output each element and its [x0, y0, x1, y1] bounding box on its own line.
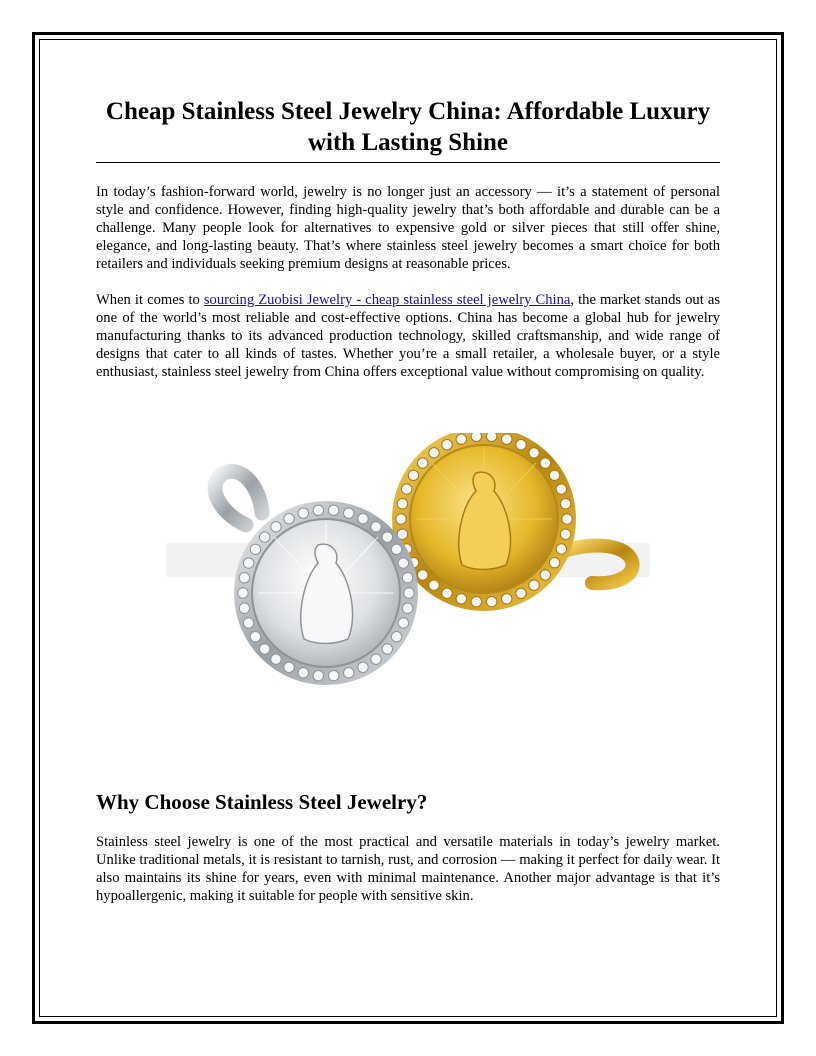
rhinestone [529, 580, 539, 590]
rhinestone [560, 529, 570, 539]
rhinestone [250, 544, 260, 554]
rhinestone [404, 588, 414, 598]
rhinestone [243, 618, 253, 628]
rhinestone [486, 596, 496, 606]
silver-pendant [215, 471, 418, 685]
silver-bail [215, 471, 262, 525]
pendant-illustration [96, 433, 720, 691]
rhinestone [502, 594, 512, 604]
rhinestone [549, 557, 559, 567]
rhinestone [502, 434, 512, 444]
rhinestone [556, 484, 566, 494]
rhinestone [382, 532, 392, 542]
rhinestone [344, 668, 354, 678]
pendant-photo [96, 433, 720, 691]
rhinestone [358, 662, 368, 672]
rhinestone [429, 448, 439, 458]
rhinestone [271, 522, 281, 532]
rhinestone [429, 580, 439, 590]
rhinestone [284, 514, 294, 524]
rhinestone [442, 440, 452, 450]
rhinestone [471, 433, 481, 442]
rhinestone [259, 532, 269, 542]
rhinestone [486, 433, 496, 442]
rhinestone [238, 588, 248, 598]
section-heading: Why Choose Stainless Steel Jewelry? [96, 790, 428, 814]
rhinestone [328, 670, 338, 680]
rhinestone [396, 514, 406, 524]
intro-paragraph: In today’s fashion-forward world, jewelry is no longer just an accessory — it’s a statement of personal style and confidence. However, finding high-quality jewelry that’s both affordable and durable can be a challenge. Many people look for alternatives to expensive gold or silver pieces that still offer shine, elegance, and long-lasting beauty. That’s where stainless steel jewelry becomes a smart choice for both retailers and individuals seeking premium designs at reasonable prices. [96, 184, 720, 272]
rhinestone [540, 458, 550, 468]
rhinestone [284, 662, 294, 672]
rhinestone [456, 594, 466, 604]
rhinestone [271, 654, 281, 664]
rhinestone [417, 570, 427, 580]
rhinestone [398, 558, 408, 568]
rhinestone [239, 603, 249, 613]
rhinestone [328, 505, 338, 515]
rhinestone [298, 508, 308, 518]
rhinestone [259, 644, 269, 654]
rhinestone [402, 573, 412, 583]
rhinestone [408, 470, 418, 480]
rhinestone [358, 514, 368, 524]
sourcing-paragraph [96, 291, 720, 381]
rhinestone [556, 544, 566, 554]
rhinestone [391, 544, 401, 554]
document-title: Cheap Stainless Steel Jewelry China: Affordable Luxury with Lasting Shine [96, 96, 720, 163]
sourcing-prefix: When it comes to [96, 292, 204, 308]
rhinestone [456, 434, 466, 444]
rhinestone [402, 603, 412, 613]
sourcing-suffix: , the market stands out as one of the world’s most reliable and cost-effective options. China has become a global hub for jewelry manufacturing thanks to its advanced production technology, skilled craftsmanship, and wide range of designs that cater to all kinds of tastes. Whether you’re a small retailer, a wholesale buyer, or a style enthusiast, stainless steel jewelry from China offers exceptional value without compromising on quality. [96, 292, 721, 380]
rhinestone [417, 458, 427, 468]
rhinestone [313, 670, 323, 680]
rhinestone [382, 644, 392, 654]
sourcing-link[interactable]: sourcing Zuobisi Jewelry - cheap stainless steel jewelry China [203, 292, 571, 308]
rhinestone [298, 668, 308, 678]
rhinestone [471, 596, 481, 606]
rhinestone [344, 508, 354, 518]
rhinestone [371, 654, 381, 664]
rhinestone [391, 631, 401, 641]
rhinestone [442, 588, 452, 598]
rhinestone [239, 573, 249, 583]
rhinestone [562, 514, 572, 524]
rhinestone [560, 499, 570, 509]
rhinestone [243, 558, 253, 568]
rhinestone [250, 631, 260, 641]
rhinestone [313, 505, 323, 515]
rhinestone [516, 440, 526, 450]
rhinestone [529, 448, 539, 458]
rhinestone [549, 470, 559, 480]
section-paragraph: Stainless steel jewelry is one of the most practical and versatile materials in today’s jewelry market. Unlike traditional metals, it is resistant to tarnish, rust, and corrosion — making it perfect for daily wear. It also maintains its shine for years, even with minimal maintenance. Another major advantage is that it’s hypoallergenic, making it suitable for people with sensitive skin. [96, 834, 720, 904]
rhinestone [516, 588, 526, 598]
rhinestone [397, 499, 407, 509]
gold-pendant [392, 433, 633, 611]
document-body [96, 96, 720, 905]
rhinestone [401, 484, 411, 494]
rhinestone [371, 522, 381, 532]
rhinestone [540, 570, 550, 580]
rhinestone [398, 618, 408, 628]
